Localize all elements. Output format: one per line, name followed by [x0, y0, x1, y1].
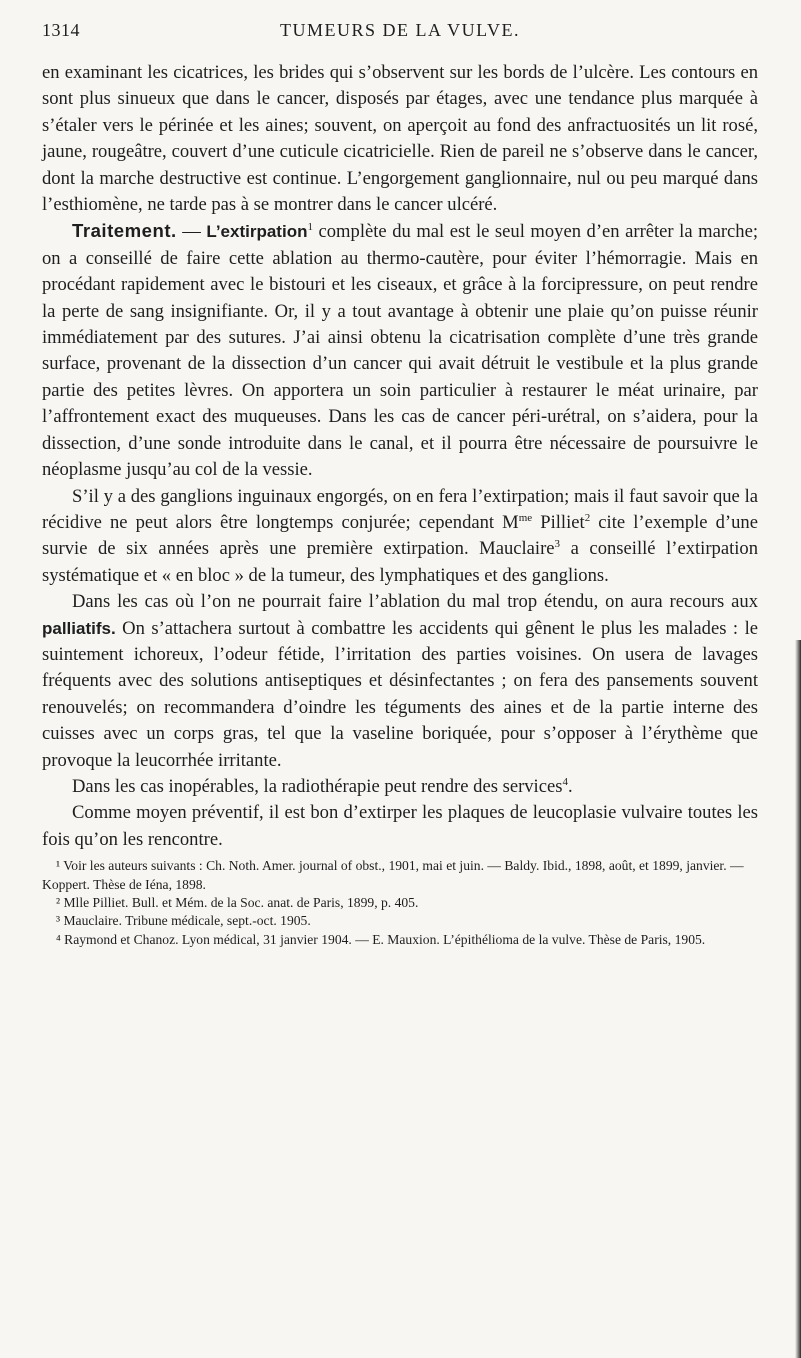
text-run: a conseillé l’extirpation systématique et « en bloc » de la tumeur, des lymphatiques et des ganglions. — [42, 538, 758, 586]
term-palliatifs: palliatifs. — [42, 618, 116, 638]
page-header — [42, 14, 758, 54]
term-extirpation: L’extirpation — [206, 222, 308, 242]
footnote-ref-4: 4 — [562, 775, 568, 788]
paragraph-preventif: Comme moyen préventif, il est bon d’extirper les plaques de leucoplasie vulvaire toutes les fois qu’on les rencontre. — [42, 802, 758, 850]
footnote-4: ⁴ Raymond et Chanoz. Lyon médical, 31 janvier 1904. — E. Mauxion. L’épithélioma de la vulve. Thèse de Paris, 1905. — [56, 931, 706, 947]
book-page — [42, 14, 758, 949]
page-number: 1314 — [42, 20, 80, 40]
text-run: On s’attachera surtout à combattre les accidents qui gênent le plus les malades : le suintement ichoreux, l’odeur fétide, l’irritation des parties voisines. On usera de lavages fréquents avec des solutions antiseptiques et désinfectantes ; on fera des pansements souvent renouvelés; on recommandera d’oindre les téguments des aines et de la partie interne des cuisses avec un corps gras, tel que la vaseline boriquée, pour s’opposer à l’érythème que provoque la leucorrhée irritante. — [42, 617, 758, 771]
footnote-ref-3: 3 — [554, 538, 561, 551]
paragraph-traitement — [42, 218, 758, 483]
footnotes — [42, 857, 758, 949]
footnote-ref-2: 2 — [584, 511, 591, 524]
paragraph-continuation: en examinant les cicatrices, les brides qui s’observent sur les bords de l’ulcère. Les contours en sont plus sinueux que dans le cancer, disposés par étages, avec une tendance plus marquée à s’étaler vers le périnée et les aines; souvent, on aperçoit au fond des anfractuosités un lit rosé, jaune, rougeâtre, couvert d’une cuticule cicatricielle. Rien de pareil ne s’observe dans le cancer, dont la marche destructive est continue. L’engorgement ganglionnaire, nul ou peu marqué dans l’esthiomène, ne tarde pas à se montrer dans le cancer ulcéré. — [42, 62, 758, 216]
text-run: Pilliet — [532, 511, 585, 533]
text-run: S’il y a des ganglions inguinaux engorgés, on en fera l’extirpation; mais il faut savoir que la récidive ne peut alors être longtemps conjurée; cependant M — [42, 485, 758, 533]
superscript-me: me — [518, 511, 533, 524]
paragraph-ganglions — [42, 484, 758, 590]
paragraph-radiotherapie — [42, 774, 758, 800]
paragraph-text: complète du mal est le seul moyen d’en arrêter la marche; on a conseillé de faire cette ablation au thermo-cautère, pour éviter l’hémorragie. Mais en procédant rapidement avec le bistouri et les ciseaux, et grâce à la forcipressure, on peut rendre la perte de sang insignifiante. Or, il y a tout avantage à obtenir une plaie qu’on puisse réunir immédiatement par des sutures. J’ai ainsi obtenu la cicatrisation complète d’une très grande surface, provenant de la dissection d’un cancer qui avait détruit le vestibule et la plus grande partie des petites lèvres. On apportera un soin particulier à restaurer le méat urinaire, par l’affrontement exact des muqueuses. Dans les cas de cancer péri-urétral, on s’aidera, pour la dissection, d’une sonde introduite dans le canal, et il pourra être nécessaire de poursuivre le néoplasme jusqu’au col de la vessie. — [42, 221, 758, 481]
text-run: . — [567, 775, 573, 797]
footnote-1: ¹ Voir les auteurs suivants : Ch. Noth. Amer. journal of obst., 1901, mai et juin. — Baldy. Ibid., 1898, août, et 1899, janvier. — Koppert. Thèse de Iéna, 1898. — [42, 858, 744, 892]
footnote-ref-1: 1 — [307, 221, 313, 234]
footnote-3: ³ Mauclaire. Tribune médicale, sept.-oct. 1905. — [56, 913, 311, 929]
running-title: TUMEURS DE LA VULVE. — [279, 20, 520, 40]
text-run: Dans les cas inopérables, la radiothérapie peut rendre des services — [72, 775, 563, 797]
footnote-2: ² Mlle Pilliet. Bull. et Mém. de la Soc. anat. de Paris, 1899, p. 405. — [56, 895, 419, 910]
paragraph-palliatifs — [42, 589, 758, 774]
text-run: Dans les cas où l’on ne pourrait faire l’ablation du mal trop étendu, on aura recours aux — [72, 591, 758, 613]
dash: — — [176, 221, 207, 243]
section-heading: Traitement. — [72, 220, 177, 242]
page-edge-shadow — [795, 640, 801, 1358]
text-run: cite l’exemple d’une survie de six années après une première extirpation. Mauclaire — [42, 511, 758, 560]
body-text — [42, 60, 758, 853]
